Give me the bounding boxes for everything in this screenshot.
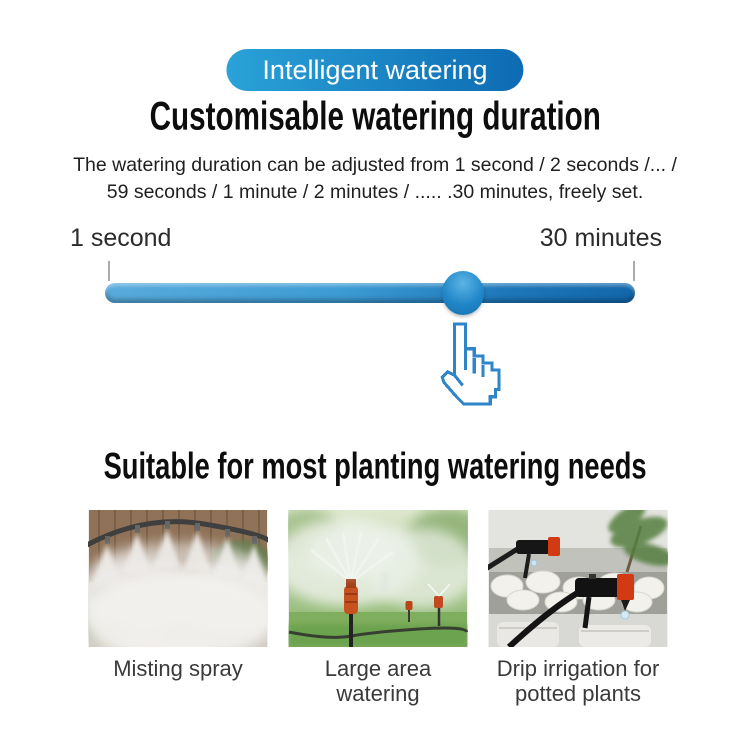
drip-irrigation-image [488,510,668,647]
duration-section-title: Customisable watering duration [149,94,601,140]
description-line-1: The watering duration can be adjusted from 1 second / 2 seconds /... / [73,154,677,176]
caption-large-area-watering: Large area watering [324,656,432,707]
photo-drip-irrigation [488,510,668,707]
slider-track[interactable] [105,283,635,303]
suitability-section-title: Suitable for most planting watering needs [103,445,647,488]
photo-large-area-watering [288,510,468,707]
intelligent-watering-badge [226,49,523,91]
slider-tick-right [633,261,635,281]
caption-drip-irrigation: Drip irrigation for potted plants [496,656,660,707]
caption-misting-spray: Misting spray [113,656,243,681]
duration-description [0,152,750,207]
photo-misting-spray [88,510,268,681]
description-line-2: 59 seconds / 1 minute / 2 minutes / ..... .30 minutes, freely set. [106,181,644,204]
slider-min-label: 1 second [70,224,172,252]
slider-max-label: 30 minutes [539,224,662,252]
hand-cursor-icon [428,322,508,411]
misting-spray-image [88,510,268,647]
badge-label: Intelligent watering [262,55,488,85]
slider-knob[interactable] [442,271,484,315]
large-area-watering-image [288,510,468,647]
slider-tick-left [108,261,110,281]
